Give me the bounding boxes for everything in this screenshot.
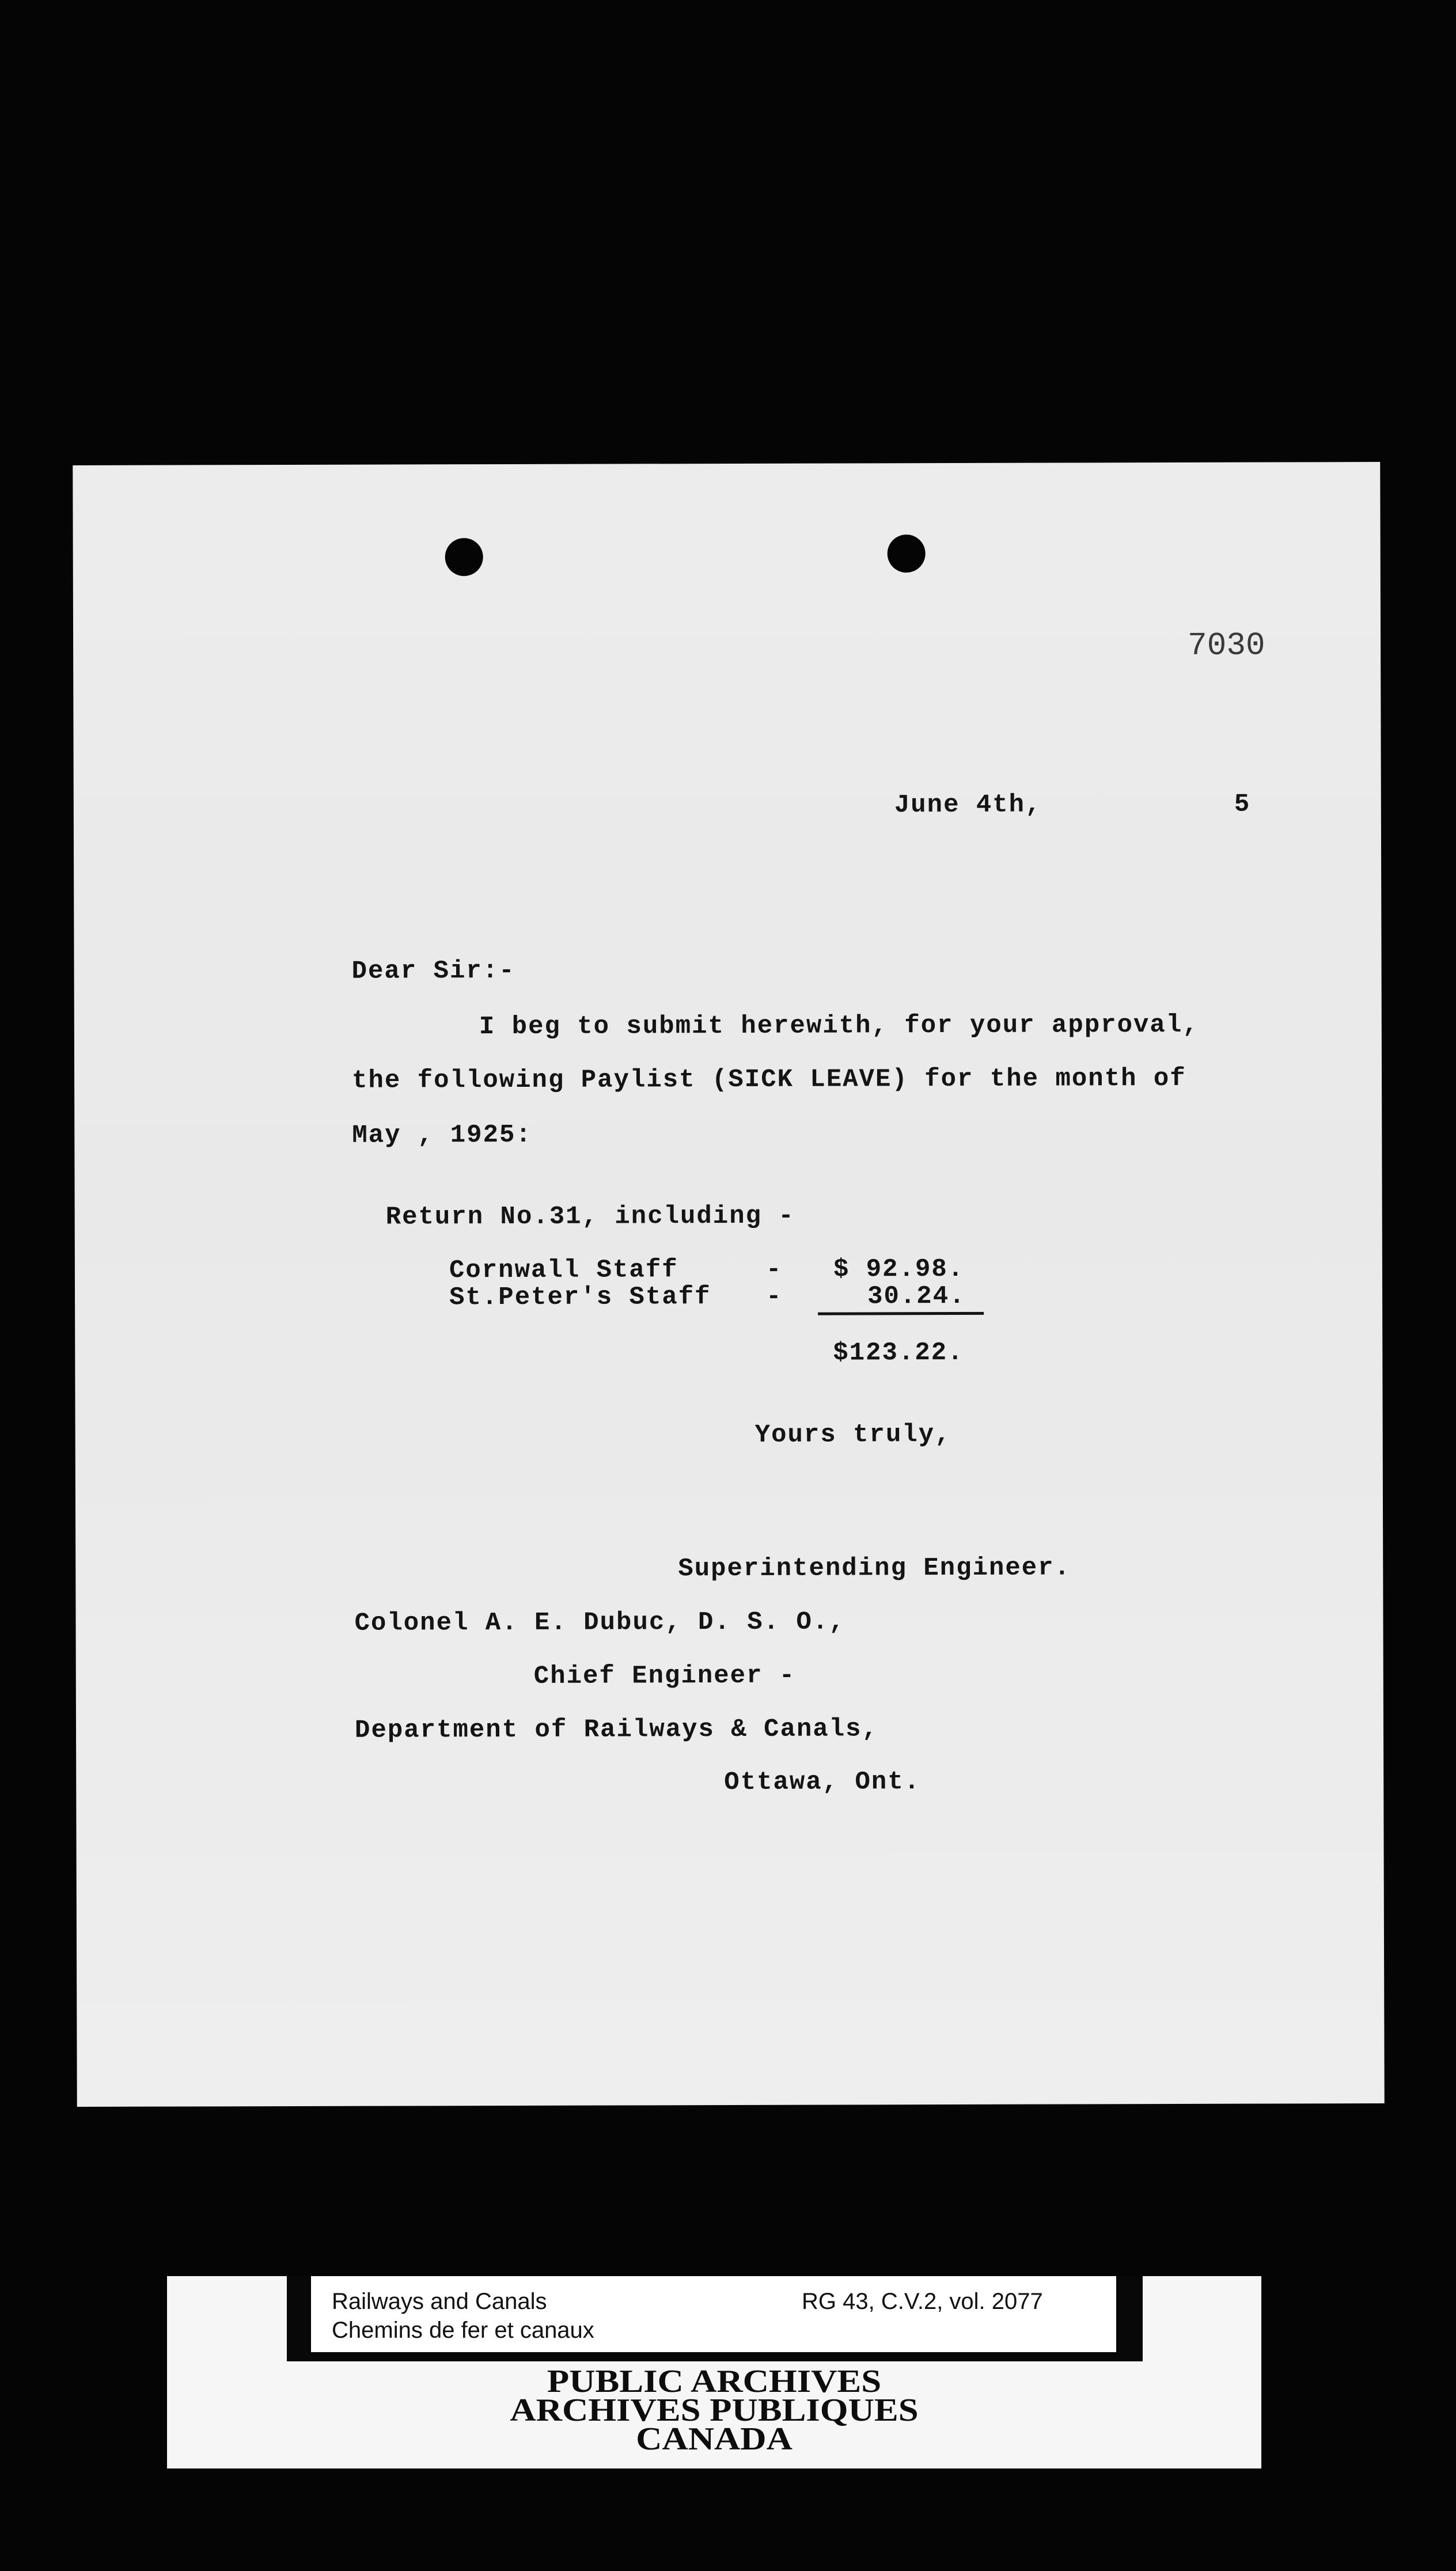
recipient-city: Ottawa, Ont.	[724, 1768, 921, 1798]
body-line: May , 1925:	[352, 1120, 532, 1150]
signature-title: Superintending Engineer.	[678, 1553, 1071, 1584]
archive-institution	[167, 2364, 1261, 2457]
sum-rule	[818, 1312, 984, 1315]
body-line: I beg to submit herewith, for your approval,	[479, 1010, 1199, 1042]
item-dash: -	[765, 1255, 783, 1284]
closing: Yours truly,	[754, 1420, 951, 1450]
return-line: Return No.31, including -	[385, 1201, 795, 1232]
letter-date: June 4th,	[894, 790, 1042, 820]
recipient-department: Department of Railways & Canals,	[354, 1715, 879, 1745]
fonds-name-en: Railways and Canals	[332, 2289, 547, 2314]
file-number: 7030	[1188, 627, 1265, 664]
letter-page	[73, 462, 1384, 2107]
punch-hole	[445, 538, 483, 576]
item-label: Cornwall Staff	[449, 1256, 678, 1286]
item-label: St.Peter's Staff	[449, 1283, 711, 1313]
institution-fr: ARCHIVES PUBLIQUES	[510, 2392, 919, 2428]
total-amount: $123.22.	[833, 1338, 964, 1368]
year-digit: 5	[1234, 790, 1251, 819]
institution-country: CANADA	[636, 2421, 793, 2457]
institution-en: PUBLIC ARCHIVES	[547, 2364, 882, 2399]
recipient-title: Chief Engineer -	[533, 1661, 796, 1691]
archive-reference: RG 43, C.V.2, vol. 2077	[802, 2289, 1043, 2314]
archive-reference-box	[311, 2276, 1116, 2352]
recipient-name: Colonel A. E. Dubuc, D. S. O.,	[354, 1607, 845, 1638]
item-dash: -	[765, 1282, 783, 1311]
item-amount: 30.24.	[867, 1281, 966, 1311]
fonds-name-fr: Chemins de fer et canaux	[332, 2318, 594, 2343]
item-amount: $ 92.98.	[833, 1254, 965, 1284]
punch-hole	[888, 534, 926, 572]
salutation: Dear Sir:-	[351, 956, 515, 986]
body-line: the following Paylist (SICK LEAVE) for the month of	[352, 1064, 1186, 1095]
